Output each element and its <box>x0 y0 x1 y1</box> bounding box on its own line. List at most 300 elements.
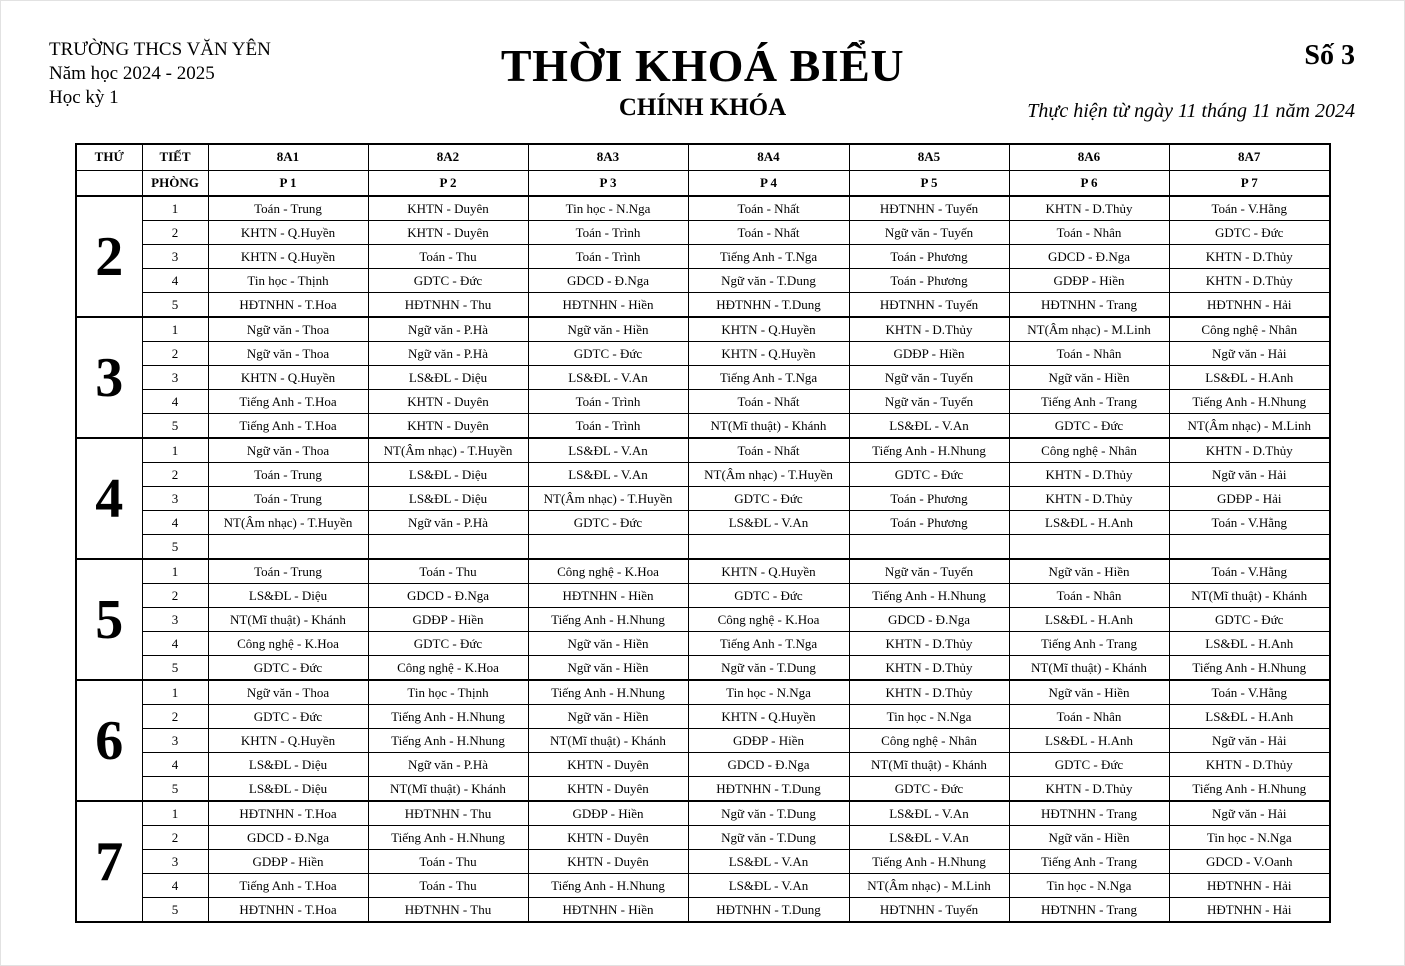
table-row <box>76 366 1330 390</box>
lesson-cell: NT(Mĩ thuật) - Khánh <box>1169 584 1330 608</box>
table-row <box>76 608 1330 632</box>
header-class: 8A2 <box>368 144 528 170</box>
day-label: 2 <box>76 196 142 317</box>
lesson-cell: Công nghệ - Nhân <box>1009 438 1169 463</box>
lesson-cell: Công nghệ - K.Hoa <box>528 559 688 584</box>
lesson-cell: Tiếng Anh - T.Hoa <box>208 414 368 439</box>
lesson-cell: GDTC - Đức <box>528 342 688 366</box>
table-row <box>76 535 1330 560</box>
lesson-cell: KHTN - Q.Huyền <box>208 245 368 269</box>
page-title: THỜI KHOÁ BIỂU <box>500 40 905 91</box>
lesson-cell: GDTC - Đức <box>208 705 368 729</box>
table-row <box>76 317 1330 342</box>
lesson-cell: Công nghệ - K.Hoa <box>368 656 528 681</box>
lesson-cell: Toán - Trung <box>208 463 368 487</box>
lesson-cell: HĐTNHN - T.Hoa <box>208 801 368 826</box>
table-row <box>76 487 1330 511</box>
lesson-cell: LS&ĐL - V.An <box>688 874 849 898</box>
lesson-cell: LS&ĐL - V.An <box>688 850 849 874</box>
header-row-classes <box>76 144 1330 170</box>
lesson-cell: Tiếng Anh - T.Nga <box>688 632 849 656</box>
lesson-cell: GDTC - Đức <box>368 269 528 293</box>
lesson-cell: LS&ĐL - H.Anh <box>1009 729 1169 753</box>
lesson-cell: GDĐP - Hiền <box>208 850 368 874</box>
lesson-cell: Ngữ văn - Hiền <box>528 656 688 681</box>
header-room-number: P 2 <box>368 170 528 196</box>
lesson-cell: GDTC - Đức <box>368 632 528 656</box>
lesson-cell: Toán - V.Hằng <box>1169 511 1330 535</box>
lesson-cell: Toán - Nhất <box>688 196 849 221</box>
lesson-cell: Ngữ văn - Tuyến <box>849 559 1009 584</box>
period-number: 2 <box>142 826 208 850</box>
table-row <box>76 898 1330 923</box>
lesson-cell: KHTN - D.Thủy <box>849 680 1009 705</box>
lesson-cell: KHTN - Duyên <box>528 850 688 874</box>
lesson-cell: Tiếng Anh - Trang <box>1009 390 1169 414</box>
lesson-cell: LS&ĐL - Diệu <box>368 366 528 390</box>
lesson-cell: NT(Mĩ thuật) - Khánh <box>688 414 849 439</box>
lesson-cell: Tin học - N.Nga <box>528 196 688 221</box>
lesson-cell: KHTN - D.Thủy <box>1009 777 1169 802</box>
period-number: 5 <box>142 414 208 439</box>
lesson-cell: Ngữ văn - Thoa <box>208 317 368 342</box>
lesson-cell: LS&ĐL - H.Anh <box>1009 608 1169 632</box>
header-room-number: P 3 <box>528 170 688 196</box>
lesson-cell: GDTC - Đức <box>688 487 849 511</box>
table-row <box>76 801 1330 826</box>
lesson-cell: Tiếng Anh - H.Nhung <box>849 438 1009 463</box>
lesson-cell: Công nghệ - K.Hoa <box>688 608 849 632</box>
lesson-cell: NT(Âm nhạc) - M.Linh <box>1009 317 1169 342</box>
lesson-cell: Ngữ văn - Hiền <box>1009 826 1169 850</box>
period-number: 1 <box>142 559 208 584</box>
lesson-cell: NT(Âm nhạc) - M.Linh <box>1169 414 1330 439</box>
table-row <box>76 511 1330 535</box>
lesson-cell: Ngữ văn - P.Hà <box>368 342 528 366</box>
period-number: 4 <box>142 390 208 414</box>
lesson-cell: Toán - Nhân <box>1009 221 1169 245</box>
lesson-cell: GDCD - V.Oanh <box>1169 850 1330 874</box>
lesson-cell: HĐTNHN - Trang <box>1009 898 1169 923</box>
day-label: 6 <box>76 680 142 801</box>
lesson-cell: HĐTNHN - T.Hoa <box>208 898 368 923</box>
lesson-cell: Toán - Phương <box>849 487 1009 511</box>
page-subtitle: CHÍNH KHÓA <box>618 94 787 121</box>
lesson-cell: LS&ĐL - Diệu <box>208 584 368 608</box>
header-period: TIẾT <box>142 144 208 170</box>
period-number: 4 <box>142 632 208 656</box>
lesson-cell: Ngữ văn - T.Dung <box>688 801 849 826</box>
period-number: 2 <box>142 705 208 729</box>
lesson-cell: Toán - V.Hằng <box>1169 196 1330 221</box>
lesson-cell <box>368 535 528 560</box>
lesson-cell: Tin học - N.Nga <box>1009 874 1169 898</box>
lesson-cell: Toán - Trung <box>208 559 368 584</box>
lesson-cell: GDĐP - Hiền <box>368 608 528 632</box>
lesson-cell: KHTN - Q.Huyền <box>688 559 849 584</box>
lesson-cell: HĐTNHN - Hiền <box>528 584 688 608</box>
table-row <box>76 705 1330 729</box>
table-row <box>76 632 1330 656</box>
lesson-cell: Ngữ văn - Hiền <box>1009 559 1169 584</box>
lesson-cell: HĐTNHN - T.Hoa <box>208 293 368 318</box>
period-number: 1 <box>142 317 208 342</box>
lesson-cell: GDTC - Đức <box>208 656 368 681</box>
header-class: 8A1 <box>208 144 368 170</box>
lesson-cell: LS&ĐL - V.An <box>849 801 1009 826</box>
header-class: 8A6 <box>1009 144 1169 170</box>
lesson-cell: KHTN - D.Thủy <box>1009 196 1169 221</box>
lesson-cell: Toán - Thu <box>368 559 528 584</box>
lesson-cell: Toán - Trình <box>528 221 688 245</box>
period-number: 3 <box>142 729 208 753</box>
lesson-cell: Tiếng Anh - H.Nhung <box>849 584 1009 608</box>
lesson-cell: GDTC - Đức <box>528 511 688 535</box>
lesson-cell: Tiếng Anh - H.Nhung <box>528 608 688 632</box>
table-row <box>76 850 1330 874</box>
header-class: 8A3 <box>528 144 688 170</box>
lesson-cell: Toán - Trình <box>528 414 688 439</box>
lesson-cell: Ngữ văn - T.Dung <box>688 656 849 681</box>
lesson-cell: GDCD - Đ.Nga <box>1009 245 1169 269</box>
lesson-cell <box>208 535 368 560</box>
lesson-cell: Công nghệ - Nhân <box>849 729 1009 753</box>
lesson-cell: KHTN - Duyên <box>528 777 688 802</box>
period-number: 3 <box>142 366 208 390</box>
period-number: 2 <box>142 342 208 366</box>
lesson-cell: KHTN - Duyên <box>528 753 688 777</box>
lesson-cell: LS&ĐL - V.An <box>849 414 1009 439</box>
period-number: 5 <box>142 535 208 560</box>
lesson-cell: GDCD - Đ.Nga <box>688 753 849 777</box>
lesson-cell: Ngữ văn - Thoa <box>208 680 368 705</box>
lesson-cell: Toán - Phương <box>849 269 1009 293</box>
table-row <box>76 245 1330 269</box>
lesson-cell: HĐTNHN - Hải <box>1169 898 1330 923</box>
lesson-cell: KHTN - D.Thủy <box>1009 487 1169 511</box>
lesson-cell: KHTN - Q.Huyền <box>208 366 368 390</box>
lesson-cell: Công nghệ - K.Hoa <box>208 632 368 656</box>
period-number: 3 <box>142 850 208 874</box>
lesson-cell: HĐTNHN - Thu <box>368 293 528 318</box>
header-room: PHÒNG <box>142 170 208 196</box>
lesson-cell: HĐTNHN - Tuyến <box>849 898 1009 923</box>
lesson-cell: GDĐP - Hải <box>1169 487 1330 511</box>
day-label: 5 <box>76 559 142 680</box>
table-row <box>76 777 1330 802</box>
header-room-number: P 5 <box>849 170 1009 196</box>
lesson-cell: Toán - V.Hằng <box>1169 559 1330 584</box>
lesson-cell: LS&ĐL - Diệu <box>368 463 528 487</box>
lesson-cell: Toán - Nhân <box>1009 342 1169 366</box>
lesson-cell: LS&ĐL - V.An <box>528 366 688 390</box>
timetable-body <box>76 196 1330 922</box>
lesson-cell: Toán - Trình <box>528 390 688 414</box>
lesson-cell: Ngữ văn - Tuyến <box>849 366 1009 390</box>
header-room-number: P 6 <box>1009 170 1169 196</box>
table-row <box>76 414 1330 439</box>
lesson-cell: HĐTNHN - Hải <box>1169 293 1330 318</box>
period-number: 4 <box>142 874 208 898</box>
lesson-cell: Tiếng Anh - T.Hoa <box>208 874 368 898</box>
lesson-cell: Ngữ văn - Tuyến <box>849 221 1009 245</box>
lesson-cell: KHTN - D.Thủy <box>1169 269 1330 293</box>
lesson-cell: Ngữ văn - Hải <box>1169 463 1330 487</box>
lesson-cell: GDĐP - Hiền <box>1009 269 1169 293</box>
header-room-number: P 4 <box>688 170 849 196</box>
lesson-cell: KHTN - Q.Huyền <box>688 317 849 342</box>
lesson-cell: Ngữ văn - Hải <box>1169 801 1330 826</box>
lesson-cell: HĐTNHN - Hiền <box>528 898 688 923</box>
lesson-cell: Ngữ văn - Hiền <box>528 705 688 729</box>
lesson-cell: Toán - Nhân <box>1009 705 1169 729</box>
lesson-cell: Tiếng Anh - H.Nhung <box>368 729 528 753</box>
lesson-cell: Ngữ văn - Hiền <box>528 632 688 656</box>
day-label: 3 <box>76 317 142 438</box>
table-row <box>76 680 1330 705</box>
header-empty <box>76 170 142 196</box>
lesson-cell: LS&ĐL - Diệu <box>208 777 368 802</box>
lesson-cell <box>849 535 1009 560</box>
lesson-cell <box>528 535 688 560</box>
lesson-cell: Ngữ văn - T.Dung <box>688 826 849 850</box>
table-row <box>76 221 1330 245</box>
table-row <box>76 584 1330 608</box>
lesson-cell: Toán - Trình <box>528 245 688 269</box>
lesson-cell: NT(Mĩ thuật) - Khánh <box>1009 656 1169 681</box>
lesson-cell: Tiếng Anh - Trang <box>1009 850 1169 874</box>
lesson-cell: NT(Mĩ thuật) - Khánh <box>528 729 688 753</box>
period-number: 2 <box>142 584 208 608</box>
lesson-cell: HĐTNHN - Hiền <box>528 293 688 318</box>
lesson-cell: GDĐP - Hiền <box>688 729 849 753</box>
lesson-cell: NT(Mĩ thuật) - Khánh <box>368 777 528 802</box>
header-class: 8A7 <box>1169 144 1330 170</box>
lesson-cell: GDCD - Đ.Nga <box>208 826 368 850</box>
period-number: 4 <box>142 753 208 777</box>
lesson-cell: Toán - Thu <box>368 874 528 898</box>
period-number: 5 <box>142 777 208 802</box>
period-number: 2 <box>142 221 208 245</box>
table-row <box>76 342 1330 366</box>
school-year: Năm học 2024 - 2025 <box>49 63 215 84</box>
lesson-cell: Toán - Thu <box>368 245 528 269</box>
lesson-cell: Tiếng Anh - H.Nhung <box>849 850 1009 874</box>
lesson-cell: KHTN - D.Thủy <box>1169 245 1330 269</box>
period-number: 1 <box>142 196 208 221</box>
lesson-cell: Toán - V.Hằng <box>1169 680 1330 705</box>
lesson-cell: Toán - Phương <box>849 511 1009 535</box>
lesson-cell: LS&ĐL - V.An <box>528 438 688 463</box>
lesson-cell: NT(Âm nhạc) - T.Huyền <box>368 438 528 463</box>
lesson-cell: Toán - Thu <box>368 850 528 874</box>
school-name: TRƯỜNG THCS VĂN YÊN <box>49 39 271 60</box>
lesson-cell: GDĐP - Hiền <box>849 342 1009 366</box>
lesson-cell: Ngữ văn - Hải <box>1169 729 1330 753</box>
table-row <box>76 293 1330 318</box>
period-number: 5 <box>142 656 208 681</box>
lesson-cell: KHTN - Q.Huyền <box>208 221 368 245</box>
lesson-cell: Tiếng Anh - T.Nga <box>688 245 849 269</box>
table-row <box>76 826 1330 850</box>
lesson-cell: NT(Mĩ thuật) - Khánh <box>849 753 1009 777</box>
lesson-cell: GDTC - Đức <box>688 584 849 608</box>
header-row-rooms <box>76 170 1330 196</box>
lesson-cell: NT(Âm nhạc) - T.Huyền <box>528 487 688 511</box>
lesson-cell: Toán - Nhất <box>688 221 849 245</box>
lesson-cell: Ngữ văn - Tuyến <box>849 390 1009 414</box>
lesson-cell: LS&ĐL - V.An <box>528 463 688 487</box>
lesson-cell: HĐTNHN - Trang <box>1009 801 1169 826</box>
lesson-cell: Tin học - N.Nga <box>688 680 849 705</box>
lesson-cell: HĐTNHN - T.Dung <box>688 293 849 318</box>
table-row <box>76 463 1330 487</box>
lesson-cell: KHTN - Q.Huyền <box>208 729 368 753</box>
lesson-cell: Ngữ văn - Hiền <box>1009 680 1169 705</box>
lesson-cell: Tiếng Anh - Trang <box>1009 632 1169 656</box>
document-number: Số 3 <box>1304 40 1355 71</box>
lesson-cell: KHTN - D.Thủy <box>849 632 1009 656</box>
header-day: THỨ <box>76 144 142 170</box>
lesson-cell: NT(Mĩ thuật) - Khánh <box>208 608 368 632</box>
lesson-cell <box>1169 535 1330 560</box>
lesson-cell: Tiếng Anh - H.Nhung <box>368 705 528 729</box>
lesson-cell: GDTC - Đức <box>1009 414 1169 439</box>
lesson-cell: NT(Âm nhạc) - T.Huyền <box>208 511 368 535</box>
table-row <box>76 196 1330 221</box>
lesson-cell: HĐTNHN - Hải <box>1169 874 1330 898</box>
period-number: 3 <box>142 245 208 269</box>
lesson-cell: GDTC - Đức <box>1009 753 1169 777</box>
lesson-cell: Tiếng Anh - H.Nhung <box>1169 777 1330 802</box>
semester: Học kỳ 1 <box>49 87 119 108</box>
lesson-cell: LS&ĐL - Diệu <box>208 753 368 777</box>
lesson-cell: Tin học - N.Nga <box>1169 826 1330 850</box>
lesson-cell: Tin học - N.Nga <box>849 705 1009 729</box>
table-row <box>76 269 1330 293</box>
lesson-cell: Ngữ văn - Thoa <box>208 438 368 463</box>
lesson-cell: Toán - Trung <box>208 196 368 221</box>
lesson-cell: Tiếng Anh - T.Hoa <box>208 390 368 414</box>
lesson-cell: HĐTNHN - Tuyến <box>849 196 1009 221</box>
lesson-cell: Tiếng Anh - H.Nhung <box>528 874 688 898</box>
lesson-cell: Ngữ văn - Thoa <box>208 342 368 366</box>
header-room-number: P 1 <box>208 170 368 196</box>
lesson-cell: LS&ĐL - H.Anh <box>1169 705 1330 729</box>
lesson-cell: HĐTNHN - Thu <box>368 801 528 826</box>
period-number: 1 <box>142 438 208 463</box>
lesson-cell: Công nghệ - Nhân <box>1169 317 1330 342</box>
lesson-cell: GDCD - Đ.Nga <box>849 608 1009 632</box>
lesson-cell: HĐTNHN - Tuyến <box>849 293 1009 318</box>
lesson-cell: GDCD - Đ.Nga <box>368 584 528 608</box>
lesson-cell: Tiếng Anh - H.Nhung <box>1169 656 1330 681</box>
lesson-cell: Tiếng Anh - H.Nhung <box>528 680 688 705</box>
lesson-cell: KHTN - D.Thủy <box>1009 463 1169 487</box>
table-row <box>76 438 1330 463</box>
lesson-cell: Toán - Nhất <box>688 390 849 414</box>
lesson-cell: Ngữ văn - T.Dung <box>688 269 849 293</box>
table-row <box>76 729 1330 753</box>
lesson-cell: KHTN - D.Thủy <box>849 656 1009 681</box>
lesson-cell: HĐTNHN - T.Dung <box>688 777 849 802</box>
period-number: 2 <box>142 463 208 487</box>
table-row <box>76 390 1330 414</box>
period-number: 3 <box>142 487 208 511</box>
lesson-cell: Ngữ văn - P.Hà <box>368 317 528 342</box>
effective-date: Thực hiện từ ngày 11 tháng 11 năm 2024 <box>1027 100 1355 122</box>
lesson-cell: KHTN - D.Thủy <box>1169 438 1330 463</box>
header-class: 8A5 <box>849 144 1009 170</box>
period-number: 3 <box>142 608 208 632</box>
lesson-cell: NT(Âm nhạc) - T.Huyền <box>688 463 849 487</box>
lesson-cell: GDĐP - Hiền <box>528 801 688 826</box>
lesson-cell: Toán - Phương <box>849 245 1009 269</box>
lesson-cell: KHTN - Duyên <box>528 826 688 850</box>
lesson-cell: LS&ĐL - V.An <box>688 511 849 535</box>
header-class: 8A4 <box>688 144 849 170</box>
day-label: 4 <box>76 438 142 559</box>
period-number: 1 <box>142 801 208 826</box>
lesson-cell: LS&ĐL - H.Anh <box>1009 511 1169 535</box>
lesson-cell: KHTN - Duyên <box>368 196 528 221</box>
period-number: 5 <box>142 293 208 318</box>
lesson-cell: GDTC - Đức <box>1169 608 1330 632</box>
lesson-cell: Toán - Nhất <box>688 438 849 463</box>
day-label: 7 <box>76 801 142 922</box>
lesson-cell <box>1009 535 1169 560</box>
lesson-cell: KHTN - D.Thủy <box>1169 753 1330 777</box>
lesson-cell: HĐTNHN - Thu <box>368 898 528 923</box>
lesson-cell: Toán - Nhân <box>1009 584 1169 608</box>
timetable <box>75 143 1331 923</box>
lesson-cell: KHTN - Duyên <box>368 221 528 245</box>
lesson-cell: HĐTNHN - T.Dung <box>688 898 849 923</box>
lesson-cell: Toán - Trung <box>208 487 368 511</box>
lesson-cell: Ngữ văn - Hiền <box>528 317 688 342</box>
lesson-cell: GDTC - Đức <box>849 777 1009 802</box>
lesson-cell: GDTC - Đức <box>1169 221 1330 245</box>
lesson-cell: KHTN - Duyên <box>368 414 528 439</box>
lesson-cell: GDCD - Đ.Nga <box>528 269 688 293</box>
lesson-cell: KHTN - Duyên <box>368 390 528 414</box>
lesson-cell: NT(Âm nhạc) - M.Linh <box>849 874 1009 898</box>
lesson-cell: KHTN - D.Thủy <box>849 317 1009 342</box>
lesson-cell: Tiếng Anh - H.Nhung <box>368 826 528 850</box>
lesson-cell: Ngữ văn - P.Hà <box>368 511 528 535</box>
lesson-cell: Tin học - Thịnh <box>208 269 368 293</box>
lesson-cell: Ngữ văn - Hiền <box>1009 366 1169 390</box>
lesson-cell: HĐTNHN - Trang <box>1009 293 1169 318</box>
period-number: 5 <box>142 898 208 923</box>
lesson-cell: LS&ĐL - Diệu <box>368 487 528 511</box>
lesson-cell: Tin học - Thịnh <box>368 680 528 705</box>
table-row <box>76 656 1330 681</box>
period-number: 4 <box>142 511 208 535</box>
lesson-cell: GDTC - Đức <box>849 463 1009 487</box>
lesson-cell: Tiếng Anh - H.Nhung <box>1169 390 1330 414</box>
lesson-cell: Ngữ văn - Hải <box>1169 342 1330 366</box>
lesson-cell: Ngữ văn - P.Hà <box>368 753 528 777</box>
table-row <box>76 559 1330 584</box>
lesson-cell: Tiếng Anh - T.Nga <box>688 366 849 390</box>
lesson-cell: LS&ĐL - H.Anh <box>1169 632 1330 656</box>
table-row <box>76 874 1330 898</box>
period-number: 1 <box>142 680 208 705</box>
table-row <box>76 753 1330 777</box>
period-number: 4 <box>142 269 208 293</box>
lesson-cell: KHTN - Q.Huyền <box>688 342 849 366</box>
